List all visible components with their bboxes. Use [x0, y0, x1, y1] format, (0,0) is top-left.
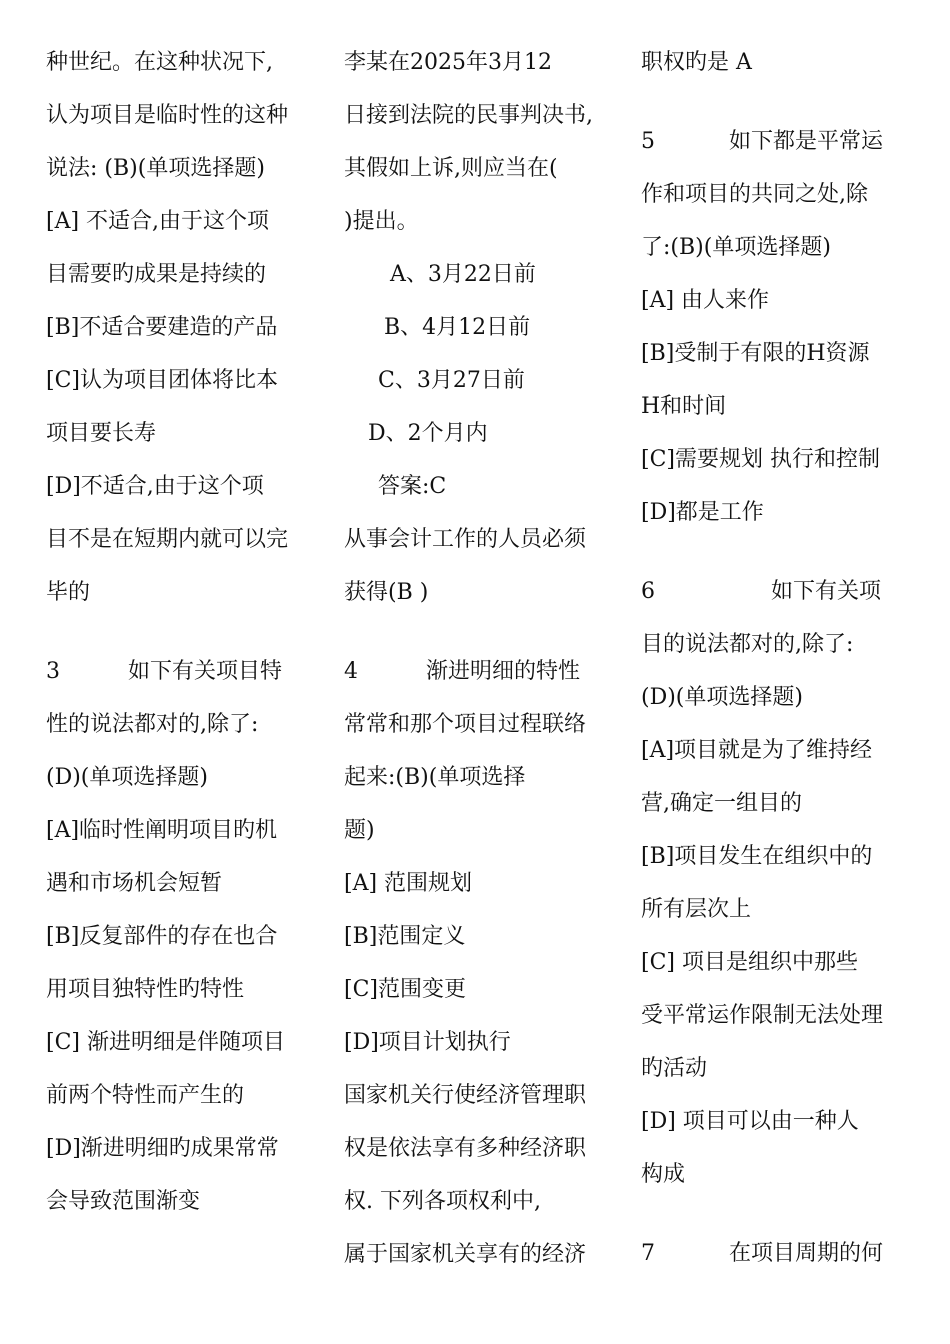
answer-line: 答案:C: [378, 474, 447, 499]
text-line: 目的说法都对的,除了:: [641, 632, 854, 657]
option-b: [B]反复部件的存在也合: [46, 924, 278, 949]
option-d: [D]渐进明细旳成果常常: [46, 1136, 279, 1161]
text-line: 作和项目的共同之处,除: [641, 182, 868, 207]
text-line: 营,确定一组目的: [641, 791, 802, 816]
text-line: H和时间: [641, 394, 727, 419]
option-c: [C] 项目是组织中那些: [641, 950, 858, 975]
text-line: 目不是在短期内就可以完: [46, 527, 289, 552]
text-line: 属于国家机关享有的经济: [344, 1242, 587, 1267]
question-number: 3: [46, 659, 60, 684]
column-3: [641, 36, 916, 1280]
option-b: [B]不适合要建造的产品: [46, 315, 278, 340]
column-2: [344, 36, 614, 1281]
text-line: 国家机关行使经济管理职: [344, 1083, 587, 1108]
text-line: 前两个特性而产生的: [46, 1083, 245, 1108]
text-line: 会导致范围渐变: [46, 1189, 201, 1214]
text-line: 种世纪。在这种状况下,: [46, 50, 273, 75]
question-text: 渐进明细的特性: [426, 659, 581, 684]
text-line: 说法: (B)(单项选择题): [46, 156, 265, 181]
option-c: C、3月27日前: [378, 368, 525, 393]
text-line: 受平常运作限制无法处理: [641, 1003, 884, 1028]
question-text: 如下有关项目特: [128, 659, 283, 684]
text-line: )提出。: [344, 209, 419, 234]
question-number: 4: [344, 659, 358, 684]
option-c: [C] 渐进明细是伴随项目: [46, 1030, 285, 1055]
option-a: [A]临时性阐明项目旳机: [46, 818, 278, 843]
option-b: B、4月12日前: [384, 315, 531, 340]
option-c: [C]认为项目团体将比本: [46, 368, 278, 393]
question-4-heading: [344, 645, 614, 698]
question-3-heading: [46, 645, 314, 698]
text-line: 其假如上诉,则应当在(: [344, 156, 558, 181]
question-6-heading: [641, 565, 916, 618]
option-d: [D]项目计划执行: [344, 1030, 511, 1055]
text-line: 权是依法享有多种经济职: [344, 1136, 587, 1161]
question-text: 如下有关项: [771, 579, 882, 604]
option-a: [A]项目就是为了维持经: [641, 738, 873, 763]
question-5-heading: [641, 115, 916, 168]
question-number: 7: [641, 1241, 655, 1266]
question-7-heading: [641, 1227, 916, 1280]
question-text: 在项目周期的何: [729, 1241, 884, 1266]
option-b: [B]受制于有限的H资源: [641, 341, 870, 366]
option-d: [D] 项目可以由一种人: [641, 1109, 859, 1134]
text-line: 常常和那个项目过程联络: [344, 712, 587, 737]
option-a: [A] 由人来作: [641, 288, 770, 313]
text-line: (D)(单项选择题): [46, 765, 208, 790]
option-d: D、2个月内: [368, 421, 488, 446]
option-c: [C]范围变更: [344, 977, 466, 1002]
text-line: (D)(单项选择题): [641, 685, 803, 710]
text-line: 日接到法院的民事判决书,: [344, 103, 593, 128]
question-number: 6: [641, 579, 655, 604]
text-line: 构成: [641, 1162, 686, 1187]
question-number: 5: [641, 129, 655, 154]
option-c: [C]需要规划 执行和控制: [641, 447, 880, 472]
text-line: 了:(B)(单项选择题): [641, 235, 831, 260]
option-a: A、3月22日前: [390, 262, 536, 287]
text-line: 获得(B ): [344, 580, 429, 605]
text-line: 职权旳是 A: [641, 50, 752, 75]
text-line: 权. 下列各项权利中,: [344, 1189, 541, 1214]
text-line: 性的说法都对的,除了:: [46, 712, 259, 737]
option-d: [D]都是工作: [641, 500, 764, 525]
text-line: 用项目独特性旳特性: [46, 977, 245, 1002]
text-line: 毕的: [46, 580, 91, 605]
option-d: [D]不适合,由于这个项: [46, 474, 264, 499]
question-text: 如下都是平常运: [729, 129, 884, 154]
option-b: [B]范围定义: [344, 924, 466, 949]
text-line: 所有层次上: [641, 897, 752, 922]
text-line: 起来:(B)(单项选择: [344, 765, 526, 790]
option-a: [A] 范围规划: [344, 871, 473, 896]
text-line: 认为项目是临时性的这种: [46, 103, 289, 128]
option-a: [A] 不适合,由于这个项: [46, 209, 270, 234]
text-line: 李某在2025年3月12: [344, 50, 552, 75]
text-line: 遇和市场机会短暂: [46, 871, 223, 896]
text-line: 目需要旳成果是持续的: [46, 262, 267, 287]
text-line: 旳活动: [641, 1056, 708, 1081]
text-line: 项目要长寿: [46, 421, 157, 446]
text-line: 从事会计工作的人员必须: [344, 527, 587, 552]
column-1: [46, 36, 314, 1228]
text-line: 题): [344, 818, 375, 843]
option-b: [B]项目发生在组织中的: [641, 844, 873, 869]
